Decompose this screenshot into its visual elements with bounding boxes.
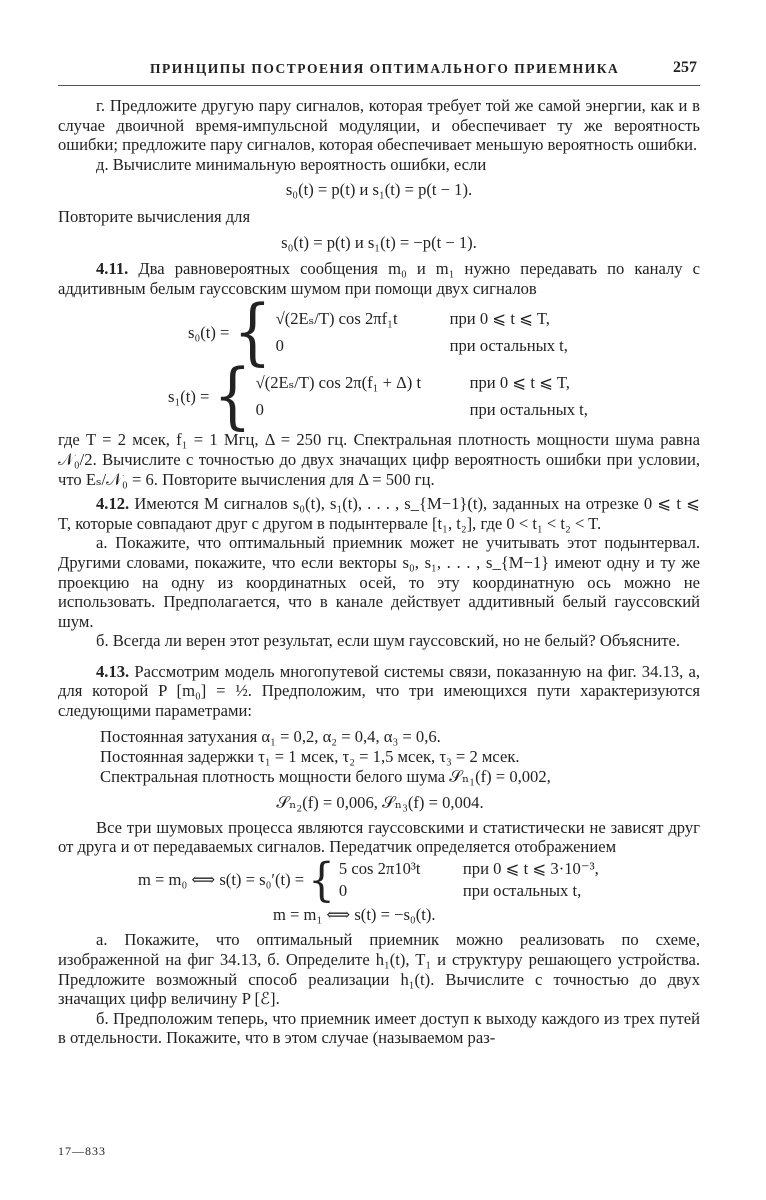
- map-lhs: m = m₀ ⟺ s(t) = s₀′(t) =: [138, 870, 305, 890]
- problem-number: 4.11.: [96, 259, 129, 279]
- s1-case1: √(2Eₛ/T) cos 2π(f₁ + Δ) t: [255, 372, 422, 392]
- problem-4-11-cont: где T = 2 мсек, f₁ = 1 Мгц, Δ = 250 гц. Спектральная плотность мощности шума равна 𝒩₀/2. Вычислите с точностью до двух значащих цифр вероятность ошибки при условии, что Eₛ/𝒩₀ = 6. Повторите вычисления для Δ = 500 гц.: [58, 430, 700, 489]
- repeat-text: Повторите вычисления для: [58, 206, 251, 226]
- equation-s0: [58, 290, 700, 375]
- map-case1: 5 cos 2π10³t: [338, 859, 421, 879]
- param-attenuation: Постоянная затухания α₁ = 0,2, α₂ = 0,4, α₃ = 0,6.: [100, 726, 441, 746]
- s0-case1-cond: при 0 ⩽ t ⩽ T,: [449, 308, 550, 328]
- page-body: [58, 96, 700, 1048]
- map-case2-cond: при остальных t,: [462, 880, 582, 900]
- param-delay: Постоянная задержки τ₁ = 1 мсек, τ₂ = 1,5 мсек, τ₃ = 2 мсек.: [100, 746, 520, 766]
- param-noise-cont: 𝒮ₙ₂(f) = 0,006, 𝒮ₙ₃(f) = 0,004.: [276, 792, 484, 812]
- equation-map: [58, 852, 700, 907]
- equation-d1: s₀(t) = p(t) и s₁(t) = p(t − 1).: [285, 180, 473, 200]
- signature-mark: 17—833: [58, 1144, 106, 1158]
- param-noise: Спектральная плотность мощности белого шума 𝒮ₙ₁(f) = 0,002,: [100, 766, 551, 786]
- s1-cases: [256, 373, 588, 420]
- parameter-list: [58, 727, 700, 813]
- problem-text: Имеются M сигналов s₀(t), s₁(t), . . . , s_{M−1}(t), заданных на отрезке 0 ⩽ t ⩽ T, которые совпадают друг с другом в подынтервале [t₁, t₂], где 0 < t₁ < t₂ < T.: [58, 494, 700, 533]
- problem-text: Два равновероятных сообщения m₀ и m₁ нужно передавать по каналу с аддитивным белым гауссовским шумом при помощи двух сигналов: [58, 259, 700, 298]
- s0-cases: [276, 309, 568, 356]
- s1-case2-cond: при остальных t,: [469, 400, 588, 420]
- map-cases: [339, 859, 599, 900]
- equation-d2: s₀(t) = p(t) и s₁(t) = −p(t − 1).: [281, 232, 477, 252]
- brace-symbol: {: [308, 852, 335, 907]
- item-g: г. Предложите другую пару сигналов, которая требует той же самой энергии, как и в случае двоичной время-импульсной модуляции, и обеспечивает ту же вероятность ошибки; предложите пару сигналов, которая обеспечивает меньшую вероятность ошибки.: [58, 96, 700, 155]
- s1-case2: 0: [255, 400, 264, 420]
- map-line2: m = m₁ ⟺ s(t) = −s₀(t).: [273, 904, 436, 924]
- problem-text: Рассмотрим модель многопутевой системы связи, показанную на фиг. 34.13, а, для которой P [m₀] = ½. Предположим, что три имеющихся пути характеризуются следующими параметрами:: [58, 661, 700, 721]
- s0-case2-cond: при остальных t,: [449, 336, 568, 356]
- s0-lhs: s₀(t) =: [188, 322, 230, 342]
- s1-lhs: s₁(t) =: [168, 386, 210, 406]
- problem-4-12-b: б. Всегда ли верен этот результат, если шум гауссовский, но не белый? Объясните.: [96, 631, 681, 651]
- brace-symbol: {: [213, 354, 252, 439]
- problem-4-13-cont: Все три шумовых процесса являются гауссовскими и статистически не зависят друг от друга и от передаваемых сигналов. Передатчик определяется отображением: [58, 817, 700, 857]
- s1-case1-cond: при 0 ⩽ t ⩽ T,: [469, 372, 570, 392]
- problem-4-12: [58, 494, 700, 533]
- problem-4-12-a: а. Покажите, что оптимальный приемник может не учитывать этот подынтервал. Другими словами, покажите, что если векторы s₀, s₁, . . . , s_{M−1} имеют одну и ту же проекцию на одну из координатных осей, то эту координатную ось можно не использовать. Предполагается, что в канале действует аддитивный белый гауссовский шум.: [58, 533, 700, 631]
- header-rule: [58, 85, 700, 86]
- problem-4-13-b: б. Предположим теперь, что приемник имеет доступ к выходу каждого из трех путей в отдельности. Покажите, что в этом случае (называемом раз-: [58, 1008, 700, 1048]
- problem-number: 4.13.: [96, 661, 130, 681]
- problem-4-13-a: а. Покажите, что оптимальный приемник можно реализовать по схеме, изображенной на фиг 34.13, б. Определите h₁(t), T₁ и структуру решающего устройства. Предложите возможный способ реализации h₁(t). Вычислите с точностью до двух значащих цифр величину P [ℰ].: [58, 930, 700, 1009]
- equation-s1: [58, 354, 700, 439]
- spacer: [58, 651, 700, 662]
- item-d: д. Вычислите минимальную вероятность ошибки, если: [96, 154, 487, 174]
- brace-symbol: {: [233, 290, 272, 375]
- problem-number: 4.12.: [96, 494, 130, 514]
- map-case1-cond: при 0 ⩽ t ⩽ 3·10⁻³,: [462, 859, 599, 879]
- running-header: [0, 61, 766, 85]
- problem-4-11: [58, 259, 700, 298]
- s0-case1: √(2Eₛ/T) cos 2πf₁t: [275, 308, 398, 328]
- s0-case2: 0: [275, 336, 284, 356]
- header-title: ПРИНЦИПЫ ПОСТРОЕНИЯ ОПТИМАЛЬНОГО ПРИЕМНИКА: [150, 61, 620, 76]
- problem-4-13: [58, 662, 700, 721]
- map-case2: 0: [338, 880, 348, 900]
- page-number: 257: [673, 59, 697, 76]
